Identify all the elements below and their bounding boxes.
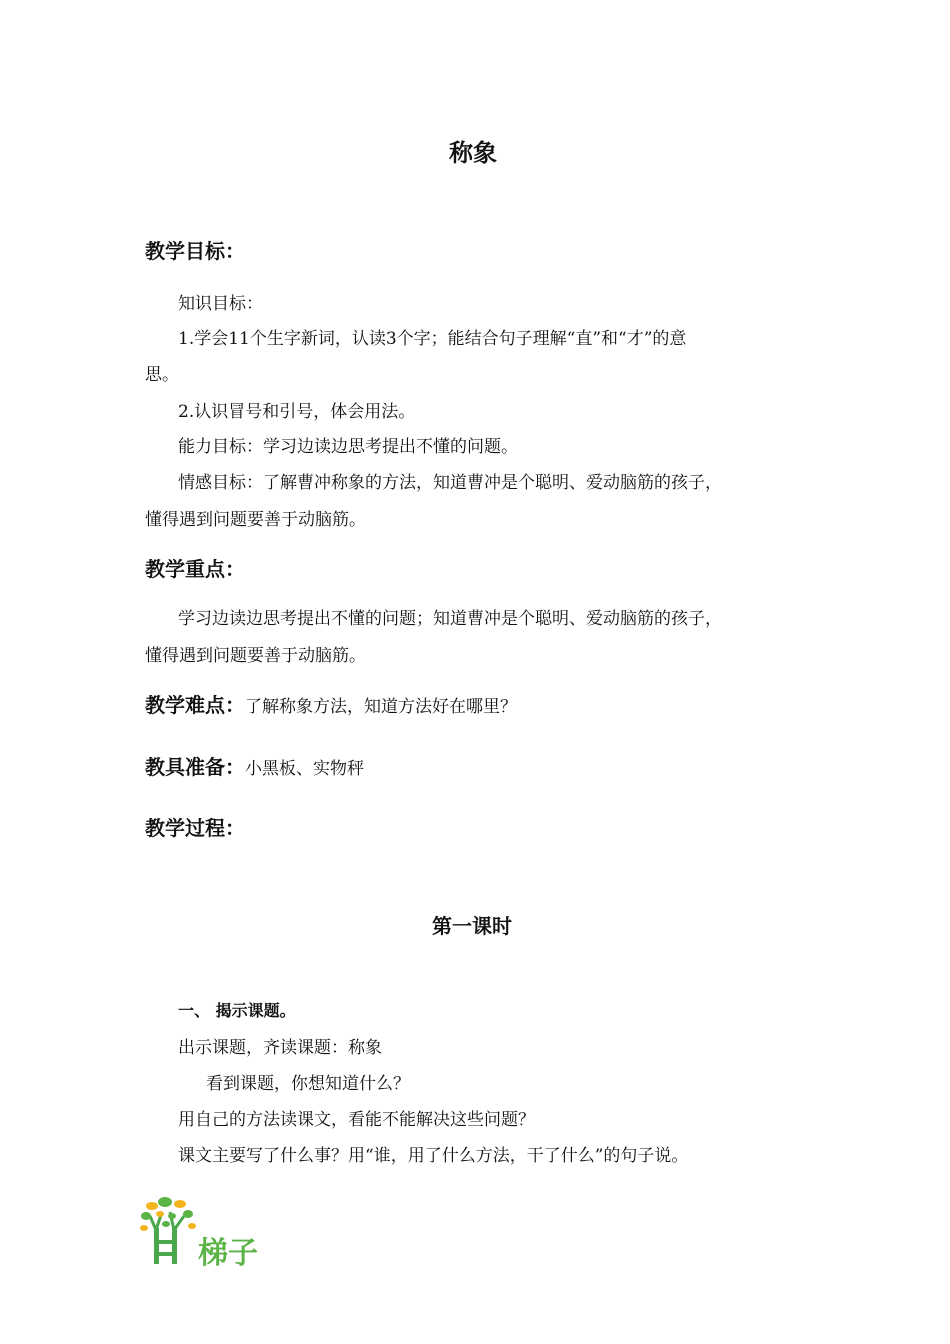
lesson-line-2: 看到课题，你想知道什么？ (206, 1074, 410, 1094)
logo-text: 梯子 (198, 1236, 258, 1271)
process-heading: 教学过程： (145, 816, 245, 840)
difficulty-heading: 教学难点： (145, 693, 245, 717)
tools-heading: 教具准备： (145, 755, 245, 779)
lesson-line-3: 用自己的方法读课文，看能不能解决这些问题？ (178, 1110, 535, 1130)
logo (140, 1192, 280, 1271)
objectives-heading: 教学目标： (145, 239, 245, 263)
objective-item-1-line-1: 1.学会11个生字新词，认读3个字；能结合句子理解“直”和“才”的意 (178, 329, 687, 349)
key-points-heading: 教学重点： (145, 557, 245, 581)
lesson-line-1: 出示课题，齐读课题：称象 (178, 1038, 382, 1058)
key-points-line-2: 懂得遇到问题要善于动脑筋。 (145, 646, 366, 666)
difficulty-row (145, 689, 517, 718)
key-points-line-1: 学习边读边思考提出不懂的问题；知道曹冲是个聪明、爱动脑筋的孩子， (178, 609, 722, 629)
section-1-heading: 一、 揭示课题。 (178, 1001, 296, 1020)
knowledge-objective-label: 知识目标： (178, 294, 263, 314)
document-title: 称象 (449, 139, 497, 167)
ability-objective: 能力目标：学习边读边思考提出不懂的问题。 (178, 437, 518, 457)
emotion-objective-line-2: 懂得遇到问题要善于动脑筋。 (145, 510, 366, 530)
objective-item-2: 2.认识冒号和引号，体会用法。 (178, 402, 416, 422)
tools-row (145, 751, 364, 780)
emotion-objective-line-1: 情感目标：了解曹冲称象的方法，知道曹冲是个聪明、爱动脑筋的孩子， (178, 473, 722, 493)
tools-text: 小黑板、实物秤 (245, 759, 364, 779)
objective-item-1-line-2: 思。 (145, 365, 179, 385)
tree-icon (140, 1192, 200, 1268)
lesson-title: 第一课时 (432, 914, 512, 938)
lesson-line-4: 课文主要写了什么事？用“谁，用了什么方法，干了什么”的句子说。 (178, 1146, 689, 1166)
difficulty-text: 了解称象方法，知道方法好在哪里？ (245, 697, 517, 717)
